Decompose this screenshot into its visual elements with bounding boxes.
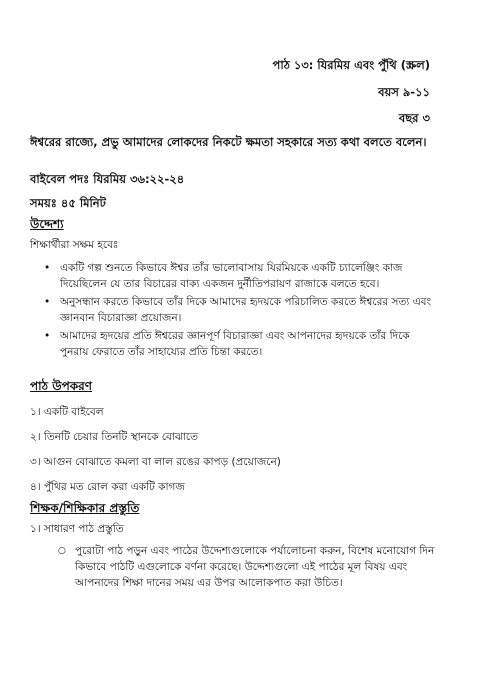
circle-bullet-icon: ○ bbox=[58, 546, 66, 556]
prep-sub-item: ○ পুরোটা পাঠ পড়ুন এবং পাঠের উদ্দেশ্যগুলোকে পর্যালোচনা করুন, বিশেষ মনোযোগ দিন কিভাবে পাঠটি এগুলোকে বর্ণনা করেছে। উদ্দেশ্যগুলো এই পাঠের মূল বিষয় এবং আপনাদের শিক্ষা দানের সময় এর উপর আলোকপাত করা উচিত। bbox=[58, 545, 435, 589]
objectives-list bbox=[44, 261, 434, 363]
bible-passage: বাইবেল পদঃ যিরমিয় ৩৬:২২-২৪ bbox=[30, 172, 185, 186]
bullet-icon: • bbox=[44, 262, 51, 274]
material-item: ৩। আগুন বোঝাতে কমলা বা লাল রঙের কাপড় (প্রয়োজনে) bbox=[30, 456, 281, 468]
list-item: • একটি গল্প শুনতে কিভাবে ঈশ্বর তাঁর ভালোবাসায় যিরমিয়কে একটি চ্যালেঞ্জিং কাজ দিয়েছিলেন যে তার বিচারের বাক্য একজন দুর্নীতিপরায়ণ রাজাকে বলতে হবে। bbox=[44, 262, 403, 290]
list-item: • অনুসন্ধান করতে কিভাবে তাঁর দিকে আমাদের হৃদয়কে পরিচালিত করতে ঈশ্বরের সত্য এবং জ্ঞানবান বিচারাজ্ঞা প্রয়োজন। bbox=[44, 296, 432, 324]
objectives-intro: শিক্ষার্থীরা সক্ষম হবেঃ bbox=[30, 239, 119, 251]
year-label: বছর ৩ bbox=[398, 111, 430, 125]
materials-heading: পাঠ উপকরণ bbox=[30, 379, 92, 393]
bullet-icon: • bbox=[44, 296, 51, 308]
prep-step: ১। সাধারণ পাঠ প্রস্তুতি bbox=[30, 523, 124, 535]
lesson-title: পাঠ ১৩: যিরমিয় এবং পুঁথি (স্ক্রল) bbox=[272, 58, 430, 72]
key-verse: ঈশ্বরের রাজ্যে, প্রভু আমাদের লোকদের নিকটে ক্ষমতা সহকারে সত্য কথা বলতে বলেন। bbox=[30, 135, 427, 149]
objectives-heading: উদ্দেশ্য bbox=[30, 217, 64, 231]
lesson-time: সময়ঃ ৪৫ মিনিট bbox=[30, 196, 106, 210]
prep-heading: শিক্ষক/শিক্ষিকার প্রস্তুতি bbox=[30, 501, 140, 515]
material-item: ২। তিনটি চেয়ার তিনটি স্থানকে বোঝাতে bbox=[30, 431, 199, 443]
bullet-icon: • bbox=[44, 330, 51, 342]
material-item: ৪। পুঁথির মত রোল করা একটি কাগজ bbox=[30, 481, 185, 493]
age-range: বয়স ৯-১১ bbox=[378, 85, 430, 99]
material-item: ১। একটি বাইবেল bbox=[30, 406, 104, 418]
list-item: • আমাদের হৃদয়ের প্রতি ঈশ্বরের জ্ঞানপূর্ণ বিচারাজ্ঞা এবং আপনাদের হৃদয়কে তাঁর দিকে পুনরায় ফেরাতে তাঁর সাহায্যের প্রতি চিন্তা করতে। bbox=[44, 330, 410, 358]
